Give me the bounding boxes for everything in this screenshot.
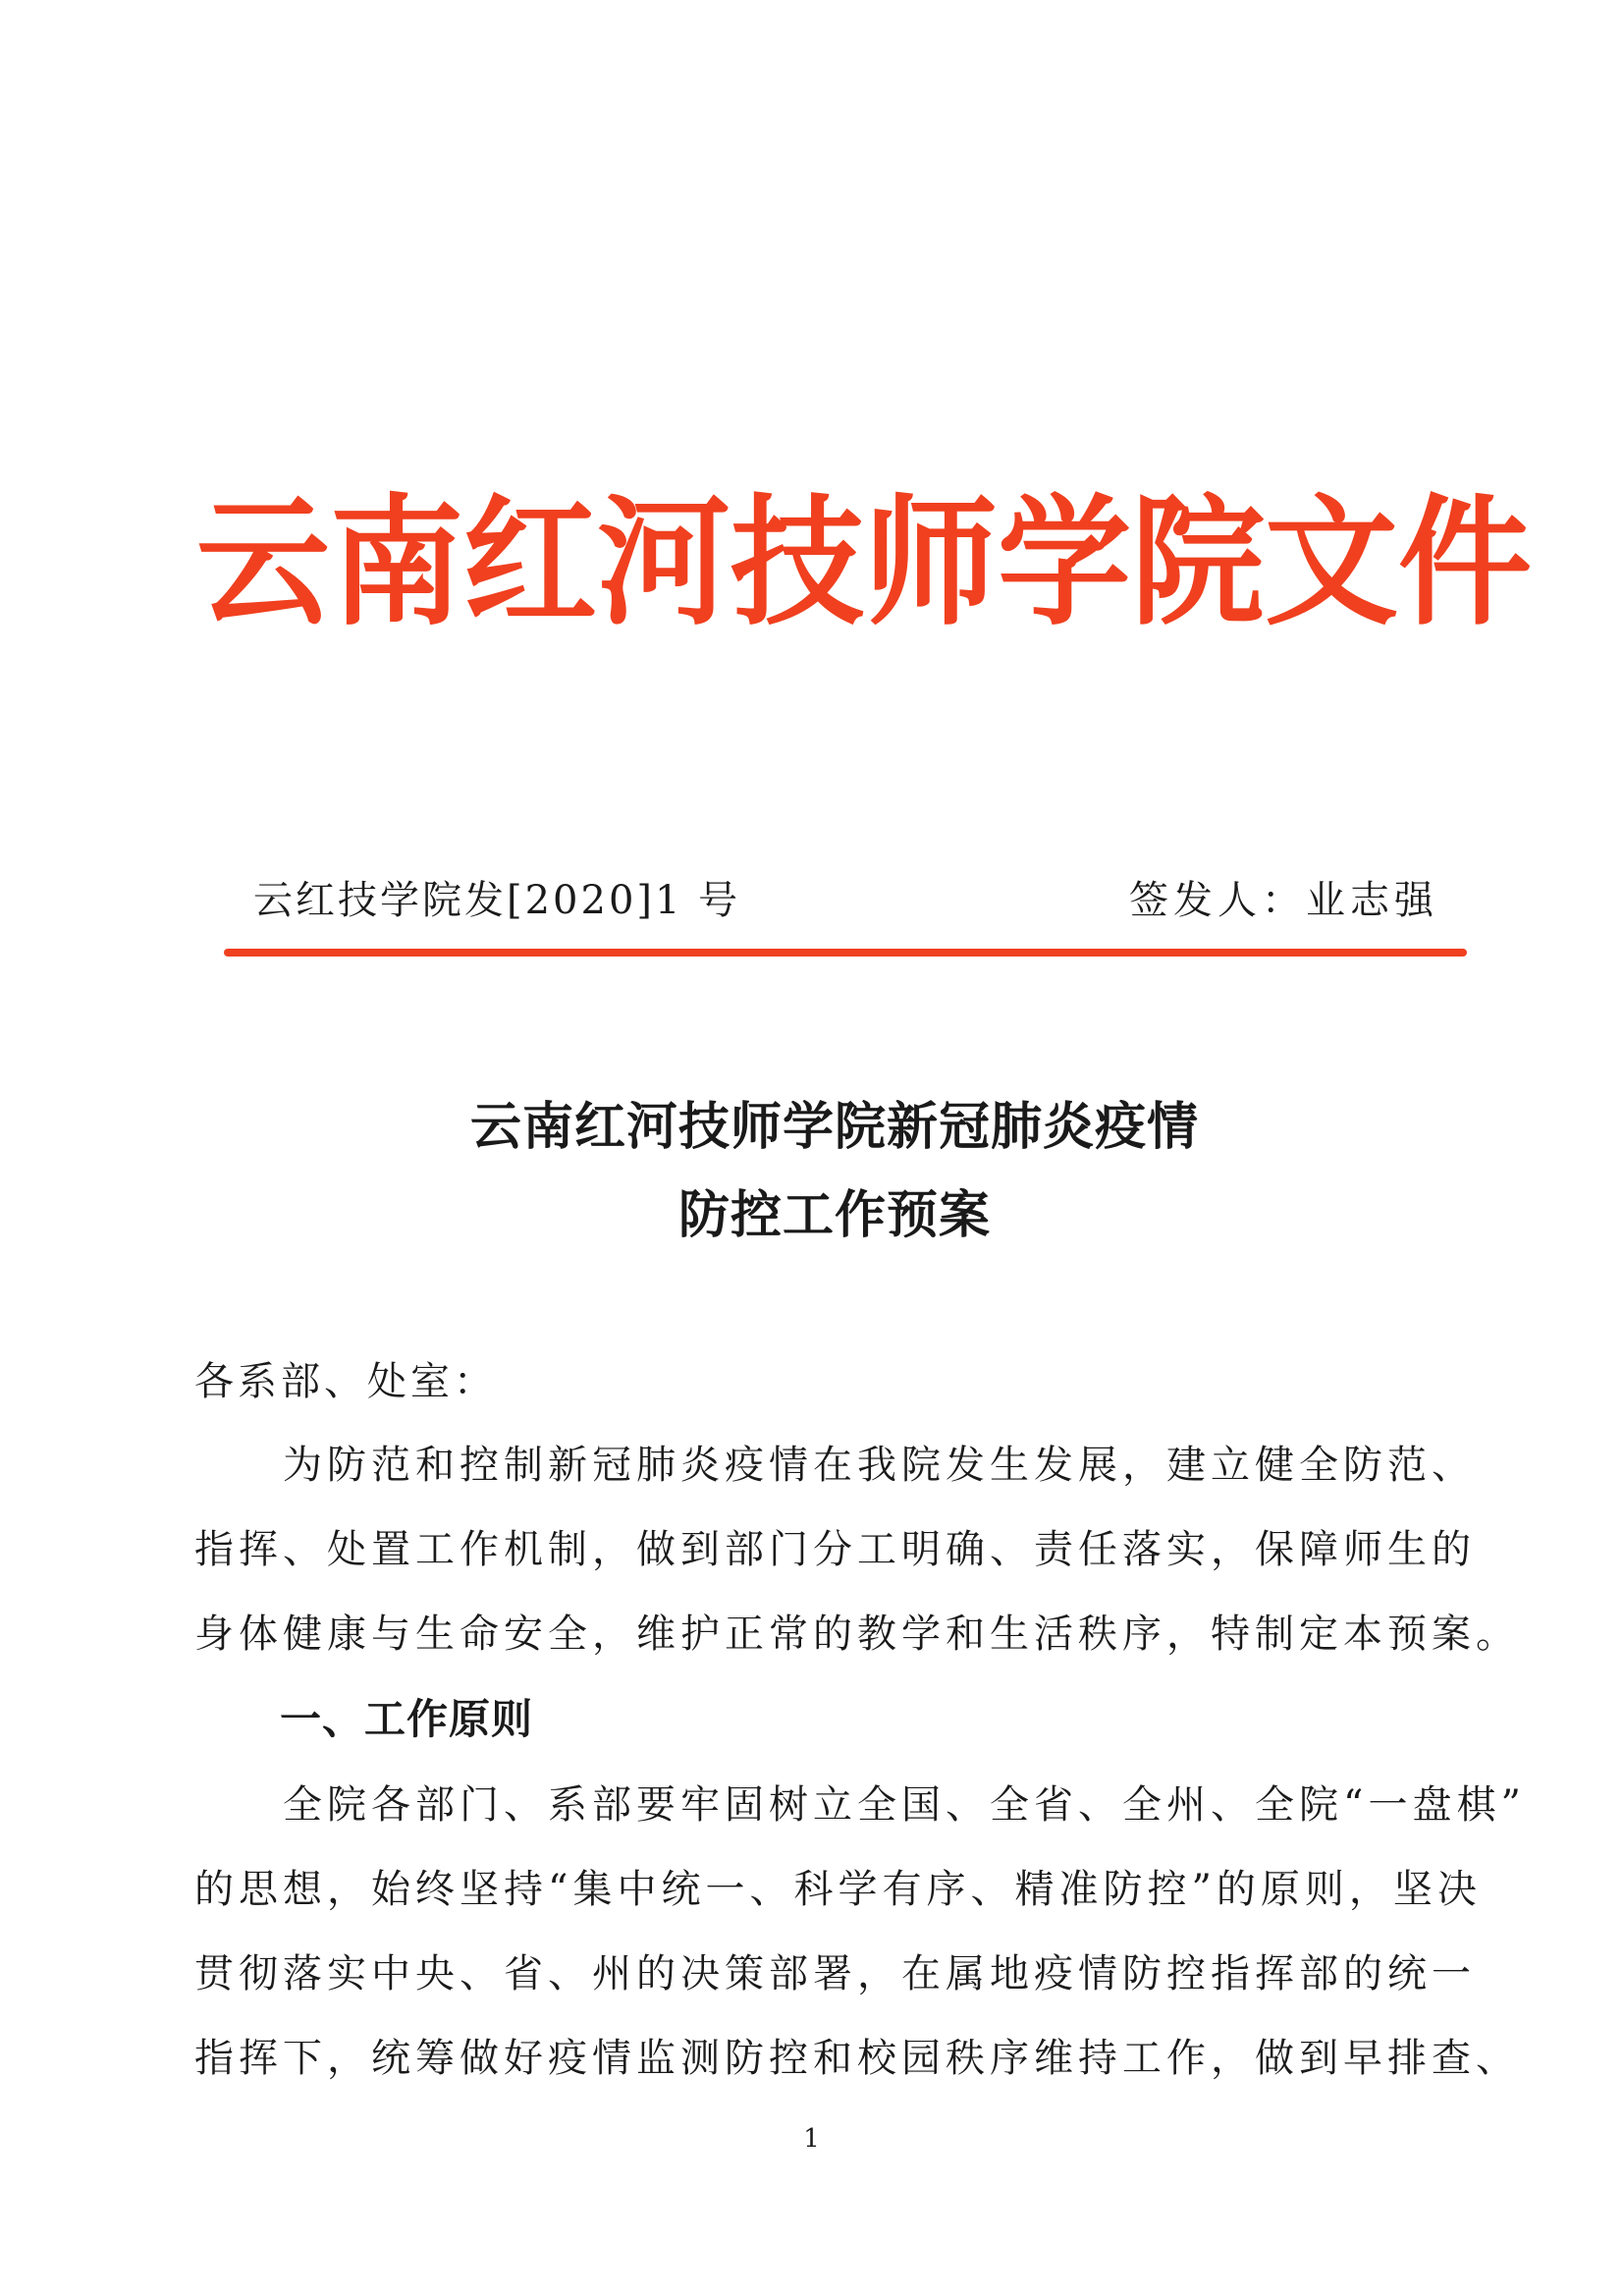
section-paragraph-line: 贯彻落实中央、省、州的决策部署，在属地疫情防控指挥部的统一 <box>194 1951 1476 1996</box>
document-number: 云红技学院发[2020]1 号 <box>253 878 741 923</box>
intro-paragraph-line: 指挥、处置工作机制，做到部门分工明确、责任落实，保障师生的 <box>194 1527 1476 1572</box>
section-heading-work-principles: 一、工作原则 <box>280 1695 534 1743</box>
intro-paragraph-line: 为防范和控制新冠肺炎疫情在我院发生发展，建立健全防范、 <box>194 1443 1476 1488</box>
document-title-line-1: 云南红河技师学院新冠肺炎疫情 <box>469 1098 1199 1157</box>
page-number: 1 <box>803 2124 820 2154</box>
section-paragraph-line: 全院各部门、系部要牢固树立全国、全省、全州、全院“一盘棋” <box>194 1782 1526 1828</box>
red-divider-line <box>224 949 1467 957</box>
document-masthead: 云南红河技师学院文件 <box>196 480 1532 645</box>
section-paragraph-line: 指挥下，统筹做好疫情监测防控和校园秩序维持工作，做到早排查、 <box>194 2036 1520 2081</box>
salutation: 各系部、处室： <box>194 1359 497 1404</box>
intro-paragraph-line: 身体健康与生命安全，维护正常的教学和生活秩序，特制定本预案。 <box>194 1612 1520 1657</box>
document-title-line-2: 防控工作预案 <box>677 1186 991 1245</box>
issuer-signature-line: 签发人：业志强 <box>1129 878 1438 923</box>
section-paragraph-line: 的思想，始终坚持“集中统一、科学有序、精准防控”的原则，坚决 <box>194 1867 1482 1912</box>
